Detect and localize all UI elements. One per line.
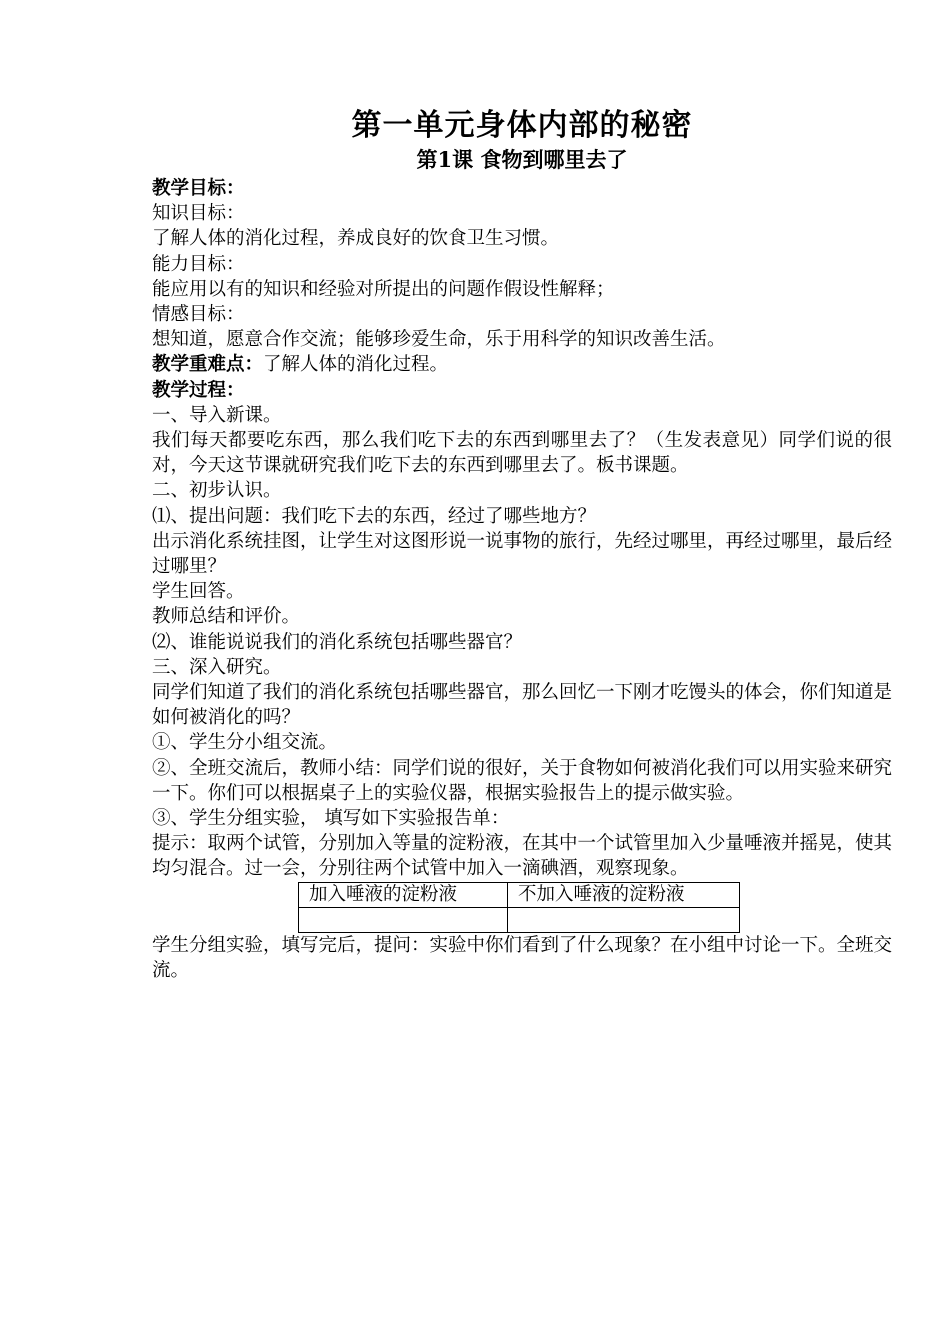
ability-text: 能应用以有的知识和经验对所提出的问题作假设性解释；	[152, 278, 615, 300]
section3-title: 三、深入研究。	[152, 656, 282, 678]
key-points-text: 了解人体的消化过程。	[263, 354, 449, 376]
table-cell-empty[interactable]	[508, 907, 740, 932]
objectives-heading: 教学目标：	[152, 178, 245, 199]
key-points-label: 教学重难点：	[152, 354, 264, 376]
emotion-label: 情感目标：	[152, 304, 245, 326]
process-heading: 教学过程：	[152, 379, 245, 401]
step2: ②、全班交流后，教师小结：同学们说的很好，关于食物如何被消化我们可以用实验来研究一下。你们可以根据桌子上的实验仪器，根据实验报告上的提示做实验。	[152, 757, 893, 804]
section1-text: 我们每天都要吃东西，那么我们吃下去的东西到哪里去了？（生发表意见）同学们说的很对，今天这节课就研究我们吃下去的东西到哪里去了。板书课题。	[152, 430, 892, 477]
table-row	[299, 907, 740, 932]
experiment-report-table	[298, 882, 740, 933]
section2-title: 二、初步认识。	[152, 480, 282, 502]
student-answer: 学生回答。	[152, 581, 245, 603]
section1-title: 一、导入新课。	[152, 404, 282, 426]
ability-label: 能力目标：	[152, 253, 245, 275]
table-cell-empty[interactable]	[299, 907, 508, 932]
emotion-text: 想知道，愿意合作交流；能够珍爱生命，乐于用科学的知识改善生活。	[152, 329, 726, 351]
document-body	[152, 176, 892, 983]
knowledge-text: 了解人体的消化过程，养成良好的饮食卫生习惯。	[152, 228, 560, 250]
lesson-title: 第1课 食物到哪里去了	[416, 147, 628, 172]
document-title: 第一单元身体内部的秘密	[351, 108, 693, 143]
after-table-text: 学生分组实验，填写完后，提问：实验中你们看到了什么现象？在小组中讨论一下。全班交流。	[152, 934, 893, 981]
key-points	[152, 352, 892, 377]
experiment-hint: 提示：取两个试管，分别加入等量的淀粉液，在其中一个试管里加入少量唾液并摇晃，使其均匀混合。过一会，分别往两个试管中加入一滴碘酒，观察现象。	[152, 833, 893, 880]
table-header-row	[299, 882, 740, 907]
item2-question: ⑵、谁能说说我们的消化系统包括哪些器官？	[152, 631, 523, 653]
step3: ③、学生分组实验， 填写如下实验报告单：	[152, 808, 510, 830]
knowledge-label: 知识目标：	[152, 203, 245, 225]
item1-question: ⑴、提出问题：我们吃下去的东西，经过了哪些地方？	[152, 505, 597, 527]
step1: ①、学生分小组交流。	[152, 732, 338, 754]
item1-text: 出示消化系统挂图，让学生对这图形说一说事物的旅行，先经过哪里，再经过哪里，最后经过哪里？	[152, 530, 893, 578]
table-header-cell: 不加入唾液的淀粉液	[508, 882, 740, 907]
section3-text: 同学们知道了我们的消化系统包括哪些器官，那么回忆一下刚才吃馒头的体会，你们知道是如何被消化的吗？	[152, 682, 893, 729]
table-header-cell: 加入唾液的淀粉液	[299, 882, 508, 907]
teacher-summary: 教师总结和评价。	[152, 606, 301, 628]
